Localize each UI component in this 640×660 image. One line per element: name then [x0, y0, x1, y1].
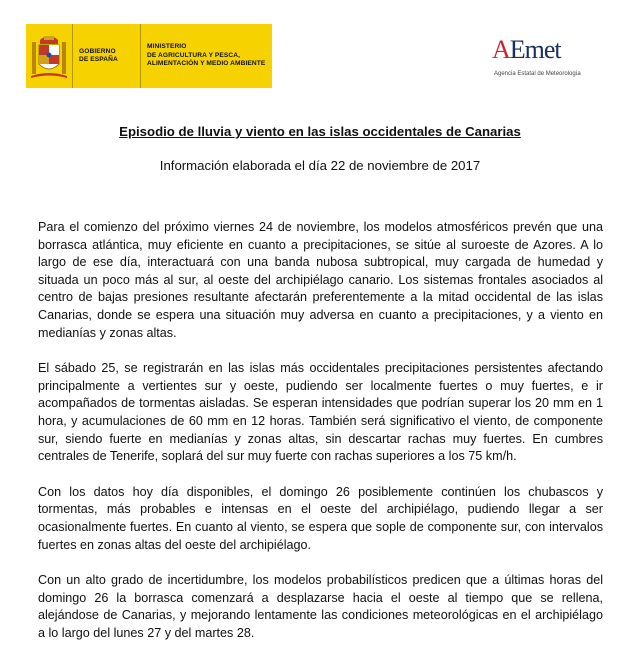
ministry-line-1: MINISTERIO	[147, 43, 187, 51]
paragraph: Con un alto grado de incertidumbre, los modelos probabilísticos predicen que a últimas horas del domingo 26 la borrasca comenzará a desplazarse hacia el oeste al tiempo que se rellena, alejándose de Canarias, y mejorando lentamente las condiciones meteorológicas en el archipiélago a lo largo del lunes 27 y del martes 28.	[38, 573, 603, 640]
gov-line-2: DE ESPAÑA	[79, 56, 118, 63]
government-name	[72, 24, 140, 88]
paragraph: El sábado 25, se registrarán en las islas más occidentales precipitaciones persistentes afectando principalmente a vertientes sur y oeste, pudiendo ser localmente fuertes o muy fuertes, e ir acompañados de tormentas aisladas. Se esperan intensidades que podrían superar los 20 mm en 1 hora, y acumulaciones de 60 mm en 12 horas. También será significativo el viento, de componente sur, siendo fuerte en medianías y zonas altas, sin descartar rachas muy fuertes. En cumbres centrales de Tenerife, soplará del sur muy fuerte con rachas superiores a los 75 km/h.	[38, 361, 603, 464]
ministry-name	[140, 24, 272, 88]
ministry-line-2: DE AGRICULTURA Y PESCA,	[147, 51, 241, 59]
ministry-line-3: ALIMENTACIÓN Y MEDIO AMBIENTE	[147, 60, 266, 68]
paragraph: Con los datos hoy día disponibles, el domingo 26 posiblemente continúen los chubascos y tormentas, más probables e intensas en el oeste del archipiélago, pudiendo llegar a ser ocasionalmente fuertes. En cuanto al viento, se espera que sople de componente sur, con intervalos fuertes en zonas altas del oeste del archipiélago.	[38, 484, 603, 552]
aemet-logo-wordmark: AEmet	[492, 35, 561, 64]
paragraph: Para el comienzo del próximo viernes 24 de noviembre, los modelos atmosféricos prevén que una borrasca atlántica, muy eficiente en cuanto a precipitaciones, se sitúe al suroeste de Azores. A lo largo de ese día, interactuará con una banda nubosa subtropical, muy cargada de humedad y situada un poco más al sur, al oeste del archipiélago canario. Los sistemas frontales asociados al centro de bajas presiones resultante afectarán preferentemente a la mitad occidental de las islas Canarias, donde se espera una situación muy adversa en cuanto a precipitaciones, y a viento en medianías y zonas altas.	[38, 220, 603, 340]
document-body	[38, 219, 603, 660]
aemet-logo	[492, 35, 602, 85]
document-title: Episodio de lluvia y viento en las islas occidentales de Canarias	[119, 124, 521, 139]
government-logo-block	[26, 24, 272, 88]
aemet-logo-subtitle: Agencia Estatal de Meteorología	[494, 71, 581, 77]
coat-of-arms-icon	[26, 24, 72, 88]
document-subtitle: Información elaborada el día 22 de noviembre de 2017	[159, 158, 481, 173]
gov-line-1: GOBIERNO	[79, 47, 116, 55]
